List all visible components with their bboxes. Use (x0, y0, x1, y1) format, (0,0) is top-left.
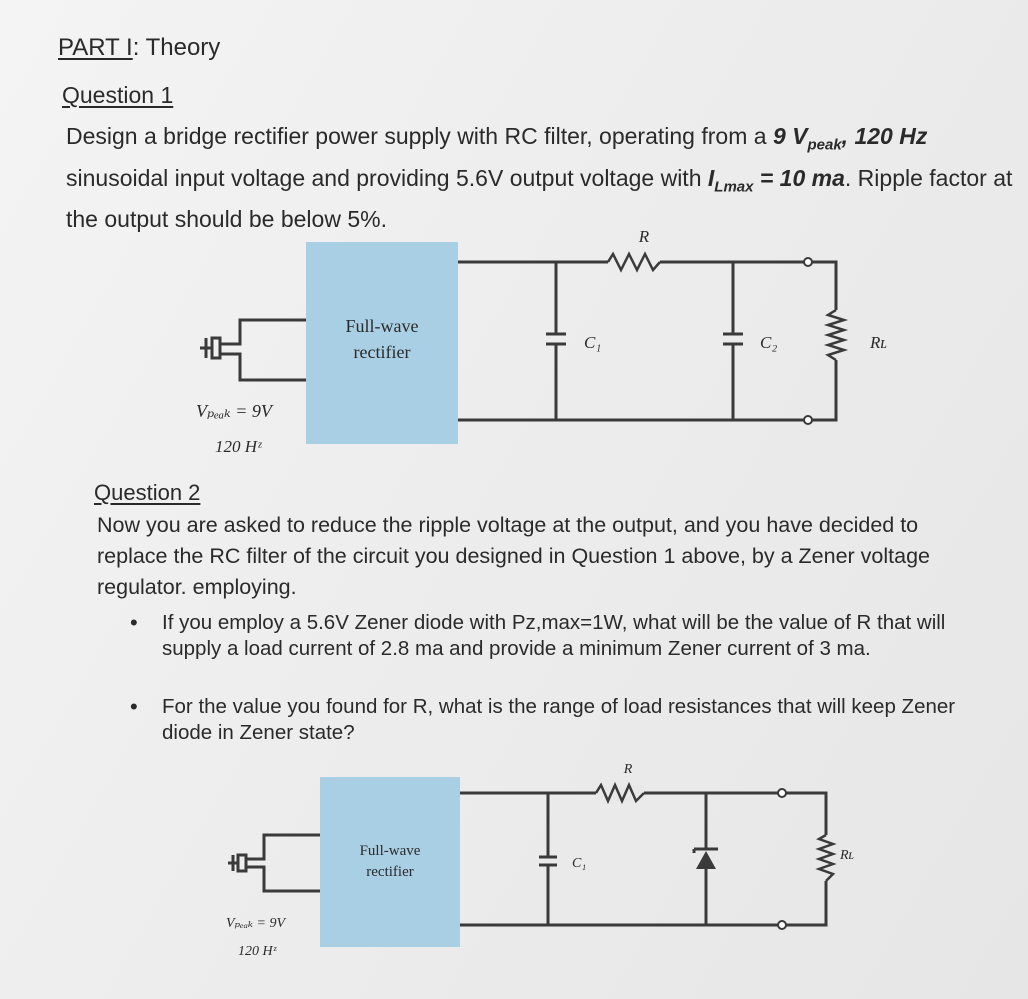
terminal-icon (804, 416, 812, 424)
block-label-2: rectifier (353, 342, 411, 362)
bullet-dot: • (130, 694, 138, 719)
zener-diode-icon (696, 851, 716, 869)
bullet-dot: • (130, 610, 138, 635)
question-2-text: Now you are asked to reduce the ripple voltage at the output, and you have decided to replace the RC filter of the circuit you designed in Question 1 above, by a Zener voltage regulator. employing. (97, 513, 930, 599)
label-r: R (638, 227, 650, 246)
terminal-icon (804, 258, 812, 266)
q1-voltage: 9 $V_{peak}$, 120 Hz (772, 123, 928, 154)
part-number: PART I (58, 34, 133, 61)
q1-current: $I_{Lmax} = 10$ ma (707, 164, 845, 196)
block-label-1: Full-wave (345, 316, 419, 336)
block-label-2: rectifier (366, 864, 414, 880)
vpeak-label: Vₚₑₐₖ = 9V (196, 401, 272, 421)
terminal-icon (778, 789, 786, 797)
terminal-icon (778, 921, 786, 929)
frequency-label: 120 Hᶻ (215, 437, 262, 456)
bullet-item-1 (130, 610, 960, 662)
vpeak-label: Vₚₑₐₖ = 9V (226, 916, 286, 931)
part-heading (58, 34, 220, 62)
question-1-title: Question 1 (62, 82, 174, 108)
bullet-1-text: If you employ a 5.6V Zener diode with Pz,max=1W, what will be the value of R that will supply a load current of 2.8 ma and provide a minimum Zener current of 3 ma. (162, 611, 946, 660)
bullet-2-text: For the value you found for R, what is the range of load resistances that will keep Zener diode in Zener state? (162, 695, 956, 744)
label-rl: Rʟ (870, 333, 888, 352)
q1-text-part: . Ripple factor at the output should be below 5%. (66, 164, 1013, 233)
full-wave-rectifier-block (320, 777, 460, 947)
label-c2: C₂ (760, 333, 778, 352)
circuit-diagram-1 (0, 220, 1028, 470)
plug-icon (200, 338, 220, 358)
label-c1: C₁ (584, 333, 602, 352)
label-rl: Rʟ (840, 848, 855, 863)
block-label-1: Full-wave (359, 843, 421, 859)
circuit-diagram-2 (0, 755, 1028, 985)
q1-voltage-sub: peak (807, 136, 842, 154)
label-c1: C₁ (572, 856, 587, 871)
bullet-item-2 (130, 694, 960, 746)
q1-current-sub: Lmax (714, 178, 754, 196)
question-2-title: Question 2 (94, 480, 201, 505)
plug-icon (228, 855, 246, 871)
q1-text-part: Design a bridge rectifier power supply with RC filter, operating from a (66, 123, 773, 149)
q1-text-part: sinusoidal input voltage and providing 5.6V output voltage with (66, 164, 708, 191)
frequency-label: 120 Hᶻ (238, 944, 276, 959)
label-r: R (623, 762, 633, 777)
part-name: : Theory (132, 34, 221, 61)
question-1-text (66, 120, 1016, 235)
